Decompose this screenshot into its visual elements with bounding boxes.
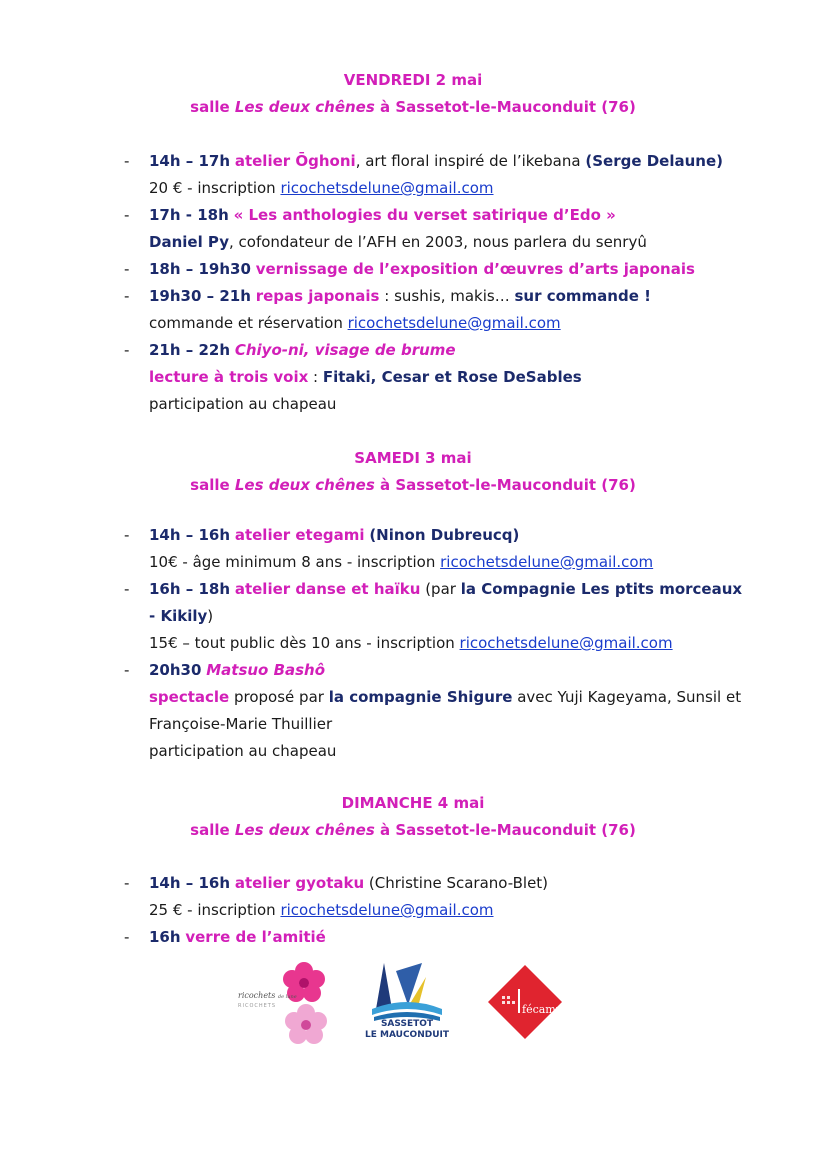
list-item: [0, 256, 826, 283]
sunday-items: [0, 870, 826, 951]
email-link[interactable]: ricochetsdelune@gmail.com: [440, 553, 654, 571]
event-title: atelier etegami: [234, 526, 365, 544]
fecamp-logo: fécamp: [488, 965, 562, 1039]
logos-row: [0, 955, 826, 1055]
event-title: Matsuo Bashô: [206, 661, 326, 679]
bullet: -: [124, 580, 130, 598]
fecamp-emblem-icon: [488, 965, 562, 1039]
bullet: -: [124, 206, 130, 224]
day-sunday: [0, 790, 826, 844]
list-item: - 17h - 18h « Les anthologies du verset satirique d’Edo » Daniel Py, cofondateur de l’AFH en 2003, nous parlera du senryû: [0, 202, 826, 256]
saturday-items: [0, 522, 826, 765]
speaker: Daniel Py: [149, 233, 229, 251]
list-item: [0, 924, 826, 951]
ricochets-logo: ricochets de lune RICOCHETS: [236, 955, 336, 1050]
bullet: -: [124, 341, 130, 359]
bullet: -: [124, 874, 130, 892]
day-saturday: [0, 445, 826, 499]
list-item: - 20h30 Matsuo Bashô spectacle proposé par la compagnie Shigure avec Yuji Kageyama, Sunsil et Françoise-Marie Thuillier participation au chapeau: [0, 657, 826, 765]
sassetot-logo: SASSETOT LE MAUCONDUIT: [362, 959, 452, 1051]
day-title: VENDREDI 2 mai: [343, 71, 483, 89]
event-time: 18h – 19h30: [149, 260, 251, 278]
friday-items: [0, 148, 826, 418]
bullet: -: [124, 287, 130, 305]
event-time: 19h30 – 21h: [149, 287, 251, 305]
list-item: - 19h30 – 21h repas japonais : sushis, makis… sur commande ! commande et réservation ricochetsdelune@gmail.com: [0, 283, 826, 337]
event-title: repas japonais: [255, 287, 380, 305]
event-title: vernissage de l’exposition d’œuvres d’arts japonais: [255, 260, 695, 278]
event-title: « Les anthologies du verset satirique d’Edo »: [233, 206, 616, 224]
event-title: atelier gyotaku: [234, 874, 365, 892]
event-time: 14h – 16h: [149, 526, 231, 544]
sassetot-emblem-icon: [362, 959, 452, 1025]
event-time: 16h – 18h: [149, 580, 231, 598]
email-link[interactable]: ricochetsdelune@gmail.com: [280, 179, 494, 197]
list-item: - 21h – 22h Chiyo-ni, visage de brume lecture à trois voix : Fitaki, Cesar et Rose DeSables participation au chapeau: [0, 337, 826, 418]
day-venue: salle Les deux chênes à Sassetot-le-Mauconduit (76): [190, 476, 636, 494]
day-venue: salle Les deux chênes à Sassetot-le-Mauconduit (76): [190, 821, 636, 839]
email-link[interactable]: ricochetsdelune@gmail.com: [347, 314, 561, 332]
day-friday: [0, 67, 826, 121]
event-title: verre de l’amitié: [185, 928, 326, 946]
event-time: 14h – 17h: [149, 152, 231, 170]
bullet: -: [124, 260, 130, 278]
bullet: -: [124, 928, 130, 946]
event-title: atelier danse et haïku: [234, 580, 421, 598]
event-time: 17h - 18h: [149, 206, 229, 224]
event-time: 16h: [149, 928, 181, 946]
day-venue: salle Les deux chênes à Sassetot-le-Mauconduit (76): [190, 98, 636, 116]
day-title: DIMANCHE 4 mai: [341, 794, 485, 812]
event-title: Chiyo-ni, visage de brume: [234, 341, 456, 359]
event-time: 14h – 16h: [149, 874, 231, 892]
list-item: - 14h – 16h atelier etegami (Ninon Dubreucq) 10€ - âge minimum 8 ans - inscription ricochetsdelune@gmail.com: [0, 522, 826, 576]
list-item: - 14h – 17h atelier Ōghoni, art floral inspiré de l’ikebana (Serge Delaune) 20 € - inscription ricochetsdelune@gmail.com: [0, 148, 826, 202]
bullet: -: [124, 152, 130, 170]
bullet: -: [124, 661, 130, 679]
event-time: 21h – 22h: [149, 341, 231, 359]
day-title: SAMEDI 3 mai: [354, 449, 472, 467]
email-link[interactable]: ricochetsdelune@gmail.com: [459, 634, 673, 652]
event-time: 20h30: [149, 661, 202, 679]
event-title: atelier Ōghoni: [234, 152, 356, 170]
list-item: - 16h – 18h atelier danse et haïku (par la Compagnie Les ptits morceaux - Kikily) 15€ – tout public dès 10 ans - inscription ricochetsdelune@gmail.com: [0, 576, 826, 657]
list-item: - 14h – 16h atelier gyotaku (Christine Scarano-Blet) 25 € - inscription ricochetsdelune@gmail.com: [0, 870, 826, 924]
email-link[interactable]: ricochetsdelune@gmail.com: [280, 901, 494, 919]
bullet: -: [124, 526, 130, 544]
